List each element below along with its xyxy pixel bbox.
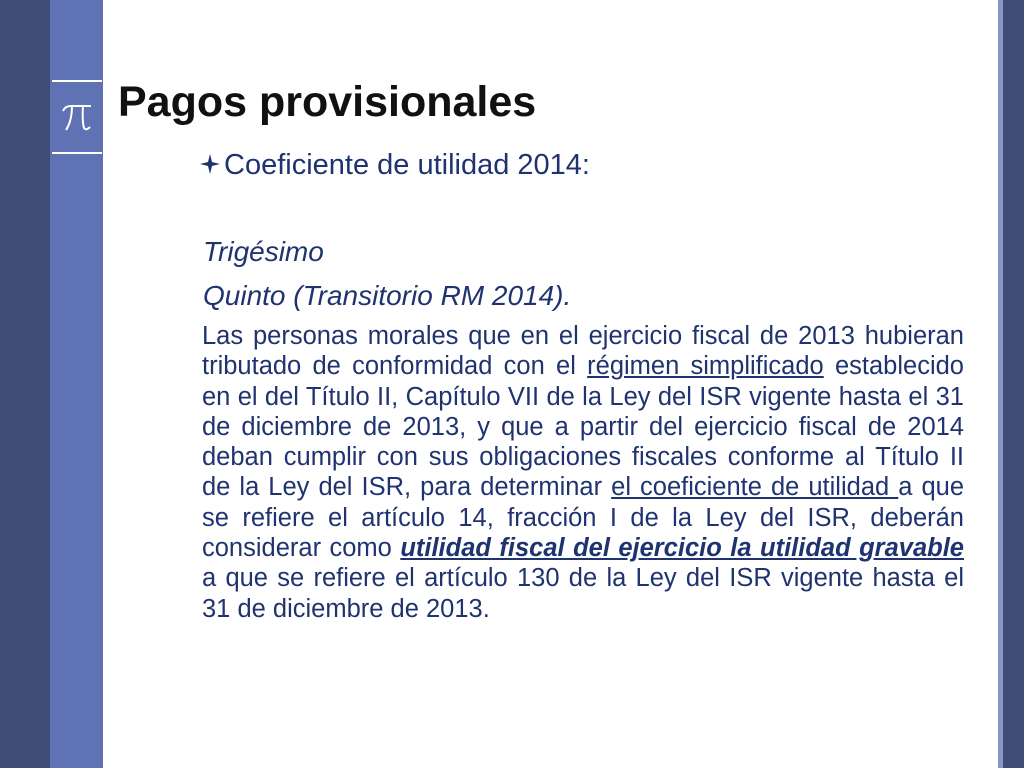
article-heading-line-1: Trigésimo xyxy=(203,236,324,267)
body-text-segment: a que se refiere el artículo 14, fracción I de la Ley del ISR, deberán considerar como xyxy=(202,473,964,563)
left-sidebar-dark-bar xyxy=(0,0,50,768)
body-text-segment: Las personas morales que en el ejercicio fiscal de 2013 hubieran tributado de conformidad con el xyxy=(202,322,964,381)
body-text-segment: establecido en el del Título II, Capítulo VII de la Ley del ISR vigente hasta el 31 de diciembre de 2013, y que a partir del ejercicio fiscal de 2014 deban cumplir con sus obligaciones fiscales conforme al Título II de la Ley del ISR, para determinar xyxy=(202,352,964,502)
pi-icon xyxy=(52,80,102,154)
underlined-term-regimen-simplificado: régimen simplificado xyxy=(587,352,824,381)
right-sidebar-dark-bar xyxy=(1003,0,1024,768)
four-point-star-icon xyxy=(200,149,220,182)
article-body-paragraph xyxy=(202,321,964,624)
bullet-text: Coeficiente de utilidad 2014: xyxy=(224,148,590,181)
bullet-item xyxy=(200,142,590,188)
underlined-term-coeficiente-de-utilidad: el coeficiente de utilidad xyxy=(611,473,899,502)
article-heading-line-2: Quinto (Transitorio RM 2014). xyxy=(203,280,572,311)
emphasized-term-utilidad-fiscal: utilidad fiscal del ejercicio la utilidad gravable xyxy=(400,534,964,563)
slide-title: Pagos provisionales xyxy=(118,78,537,126)
body-text-segment: a que se refiere el artículo 130 de la Ley del ISR vigente hasta el 31 de diciembre de 2013. xyxy=(202,564,964,623)
